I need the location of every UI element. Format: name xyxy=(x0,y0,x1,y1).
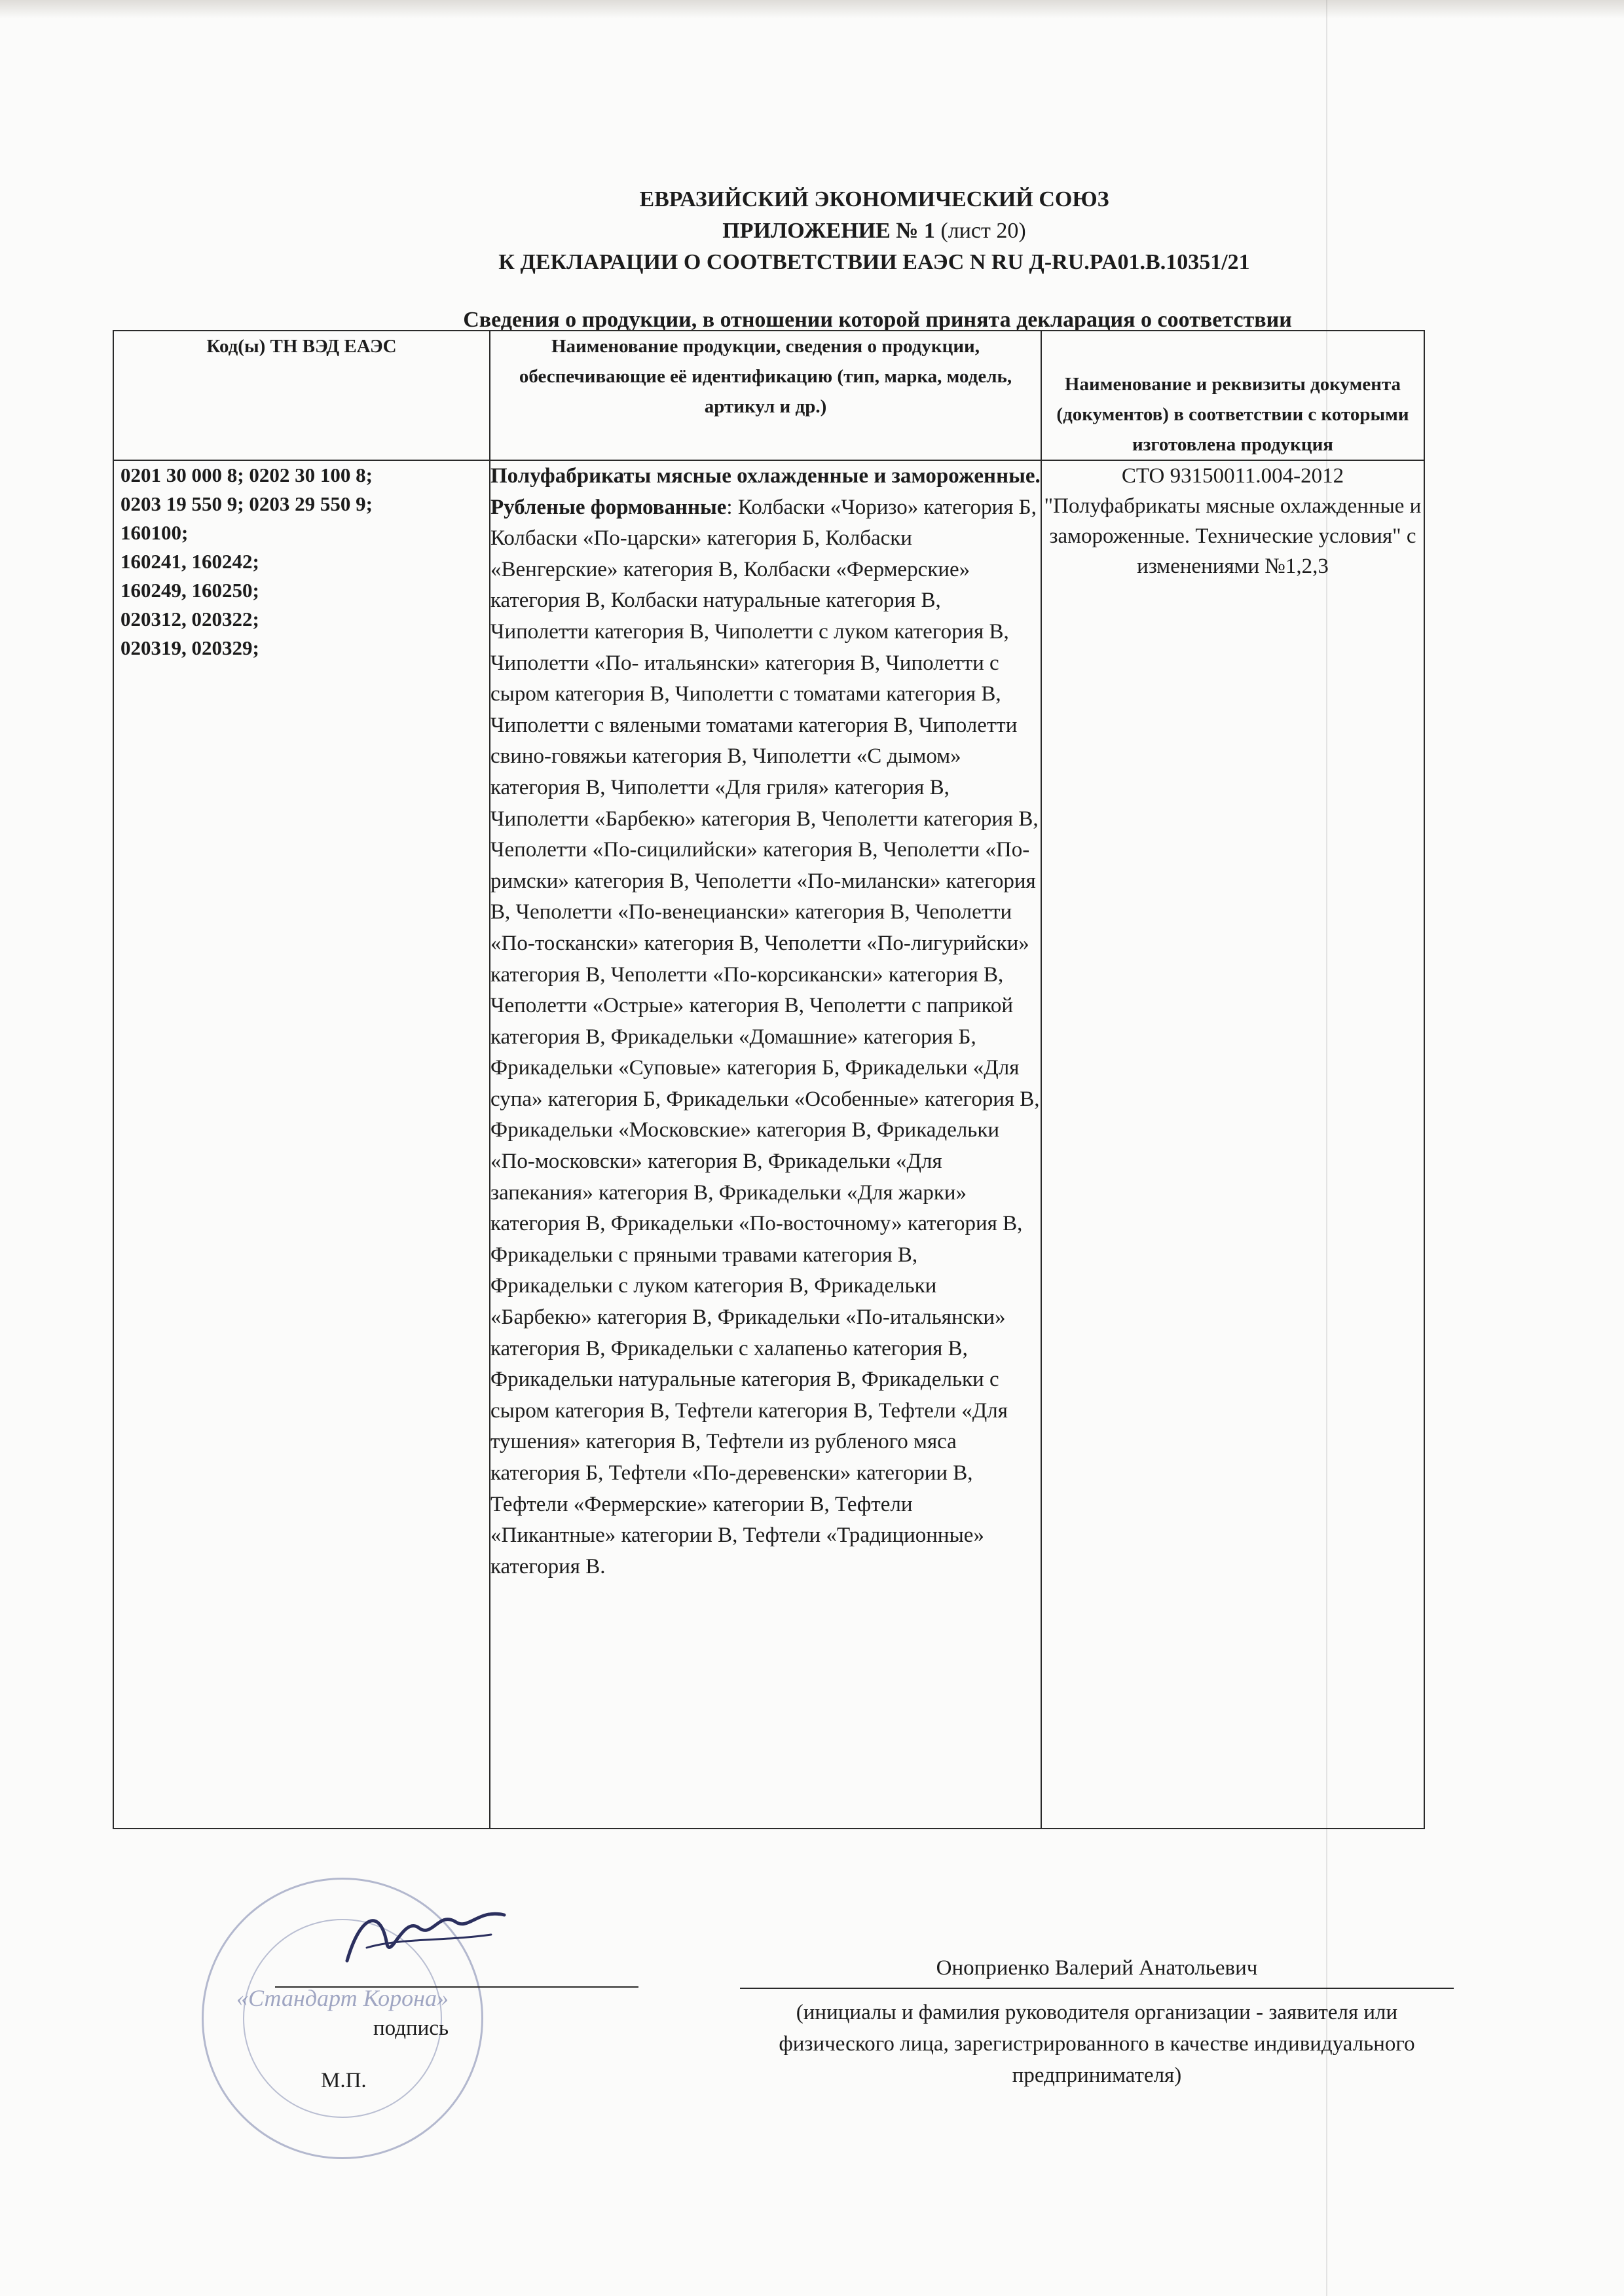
codes-cell xyxy=(113,460,490,1829)
name-line xyxy=(740,1988,1454,1989)
annex-sheet: (лист 20) xyxy=(940,219,1026,243)
table-header-row xyxy=(113,331,1424,460)
code-line: 020312, 020322; xyxy=(120,608,259,630)
annex-title xyxy=(62,216,1624,246)
product-table xyxy=(113,330,1425,1829)
header-codes: Код(ы) ТН ВЭД ЕАЭС xyxy=(113,331,490,460)
document-reference: СТО 93150011.004-2012 "Полуфабрикаты мясные охлажденные и замороженные. Технические условия" с изменениями №1,2,3 xyxy=(1044,464,1422,578)
code-line: 0203 19 550 9; 0203 29 550 9; xyxy=(120,492,373,515)
header-document xyxy=(1041,331,1424,460)
document-cell xyxy=(1041,460,1424,1829)
table-row xyxy=(113,460,1424,1829)
header-product: Наименование продукции, сведения о продукции, обеспечивающие её идентификацию (тип, марка, модель, артикул и др.) xyxy=(490,331,1041,460)
name-caption: (инициалы и фамилия руководителя организации - заявителя или физического лица, зарегистрированного в качестве индивидуального предпринимателя) xyxy=(779,2001,1415,2087)
declaration-number: К ДЕКЛАРАЦИИ О СООТВЕТСТВИИ ЕАЭС N RU Д-RU.PA01.B.10351/21 xyxy=(498,250,1250,274)
code-line: 020319, 020329; xyxy=(120,636,259,659)
product-cell xyxy=(490,460,1041,1829)
seal-label: М.П. xyxy=(321,2069,367,2092)
director-name: Оноприенко Валерий Анатольевич xyxy=(936,1956,1258,1980)
code-line: 160100; xyxy=(120,521,189,544)
code-line: 160241, 160242; xyxy=(120,550,259,573)
annex-number: ПРИЛОЖЕНИЕ № 1 xyxy=(722,219,935,243)
scan-edge xyxy=(0,0,1624,18)
signature-line xyxy=(275,1986,638,1988)
stamp-text: «Стандарт Корона» xyxy=(236,1985,449,2011)
code-line: 160249, 160250; xyxy=(120,579,259,602)
table-caption: Сведения о продукции, в отношении которой принята декларация о соответствии xyxy=(463,308,1292,332)
code-line: 0201 30 000 8; 0202 30 100 8; xyxy=(120,464,373,486)
signature-label: подпись xyxy=(373,2016,449,2040)
union-title: ЕВРАЗИЙСКИЙ ЭКОНОМИЧЕСКИЙ СОЮЗ xyxy=(639,187,1109,211)
header-document-text: Наименование и реквизиты документа (документов) в соответствии с которыми изготовлена продукция xyxy=(1056,374,1409,455)
product-title: Полуфабрикаты мясные охлажденные и замороженные. xyxy=(490,464,1041,488)
handwritten-signature xyxy=(341,1902,511,1980)
product-list: : Колбаски «Чоризо» категория Б, Колбаски «По-царски» категория Б, Колбаски «Венгерские» категория В, Колбаски «Фермерские» категория В, Колбаски натуральные категория В, Чиполетти категория В, Чиполетти с луком категория В, Чиполетти «По- итальянски» категория В, Чиполетти с сыром категория В, Чиполетти с томатами категория В, Чиполетти с вялеными томатами категория В, Чиполетти свино-говяжьи категория В, Чиполетти «С дымом» категория В, Чиполетти «Для гриля» категория В, Чиполетти «Барбекю» категория В, Чеполетти категория В, Чеполетти «По-сицилийски» категория В, Чеполетти «По-римски» категория В, Чеполетти «По-милански» категория В, Чеполетти «По-венециански» категория В, Чеполетти «По-тоскански» категория В, Чеполетти «По-лигурийски» категория В, Чеполетти «По-корсикански» категория В, Чеполетти «Острые» категория В, Чеполетти с паприкой категория В, Фрикадельки «Домашние» категория Б, Фрикадельки «Суповые» категория Б, Фрикадельки «Для супа» категория Б, Фрикадельки «Особенные» категория В, Фрикадельки «Московские» категория В, Фрикадельки «По-московски» категория В, Фрикадельки «Для запекания» категория В, Фрикадельки «Для жарки» категория В, Фрикадельки «По-восточному» категория В, Фрикадельки с пряными травами категория В, Фрикадельки с луком категория В, Фрикадельки «Барбекю» категория В, Фрикадельки «По-итальянски» категория В, Фрикадельки с халапеньо категория В, Фрикадельки натуральные категория В, Фрикадельки с сыром категория В, Тефтели категория В, Тефтели «Для тушения» категория В, Тефтели из рубленого мяса категория Б, Тефтели «По-деревенски» категории В, Тефтели «Фермерские» категории В, Тефтели «Пикантные» категории В, Тефтели «Традиционные» категория В. xyxy=(490,495,1040,1578)
product-subtitle: Рубленые формованные xyxy=(490,495,727,519)
